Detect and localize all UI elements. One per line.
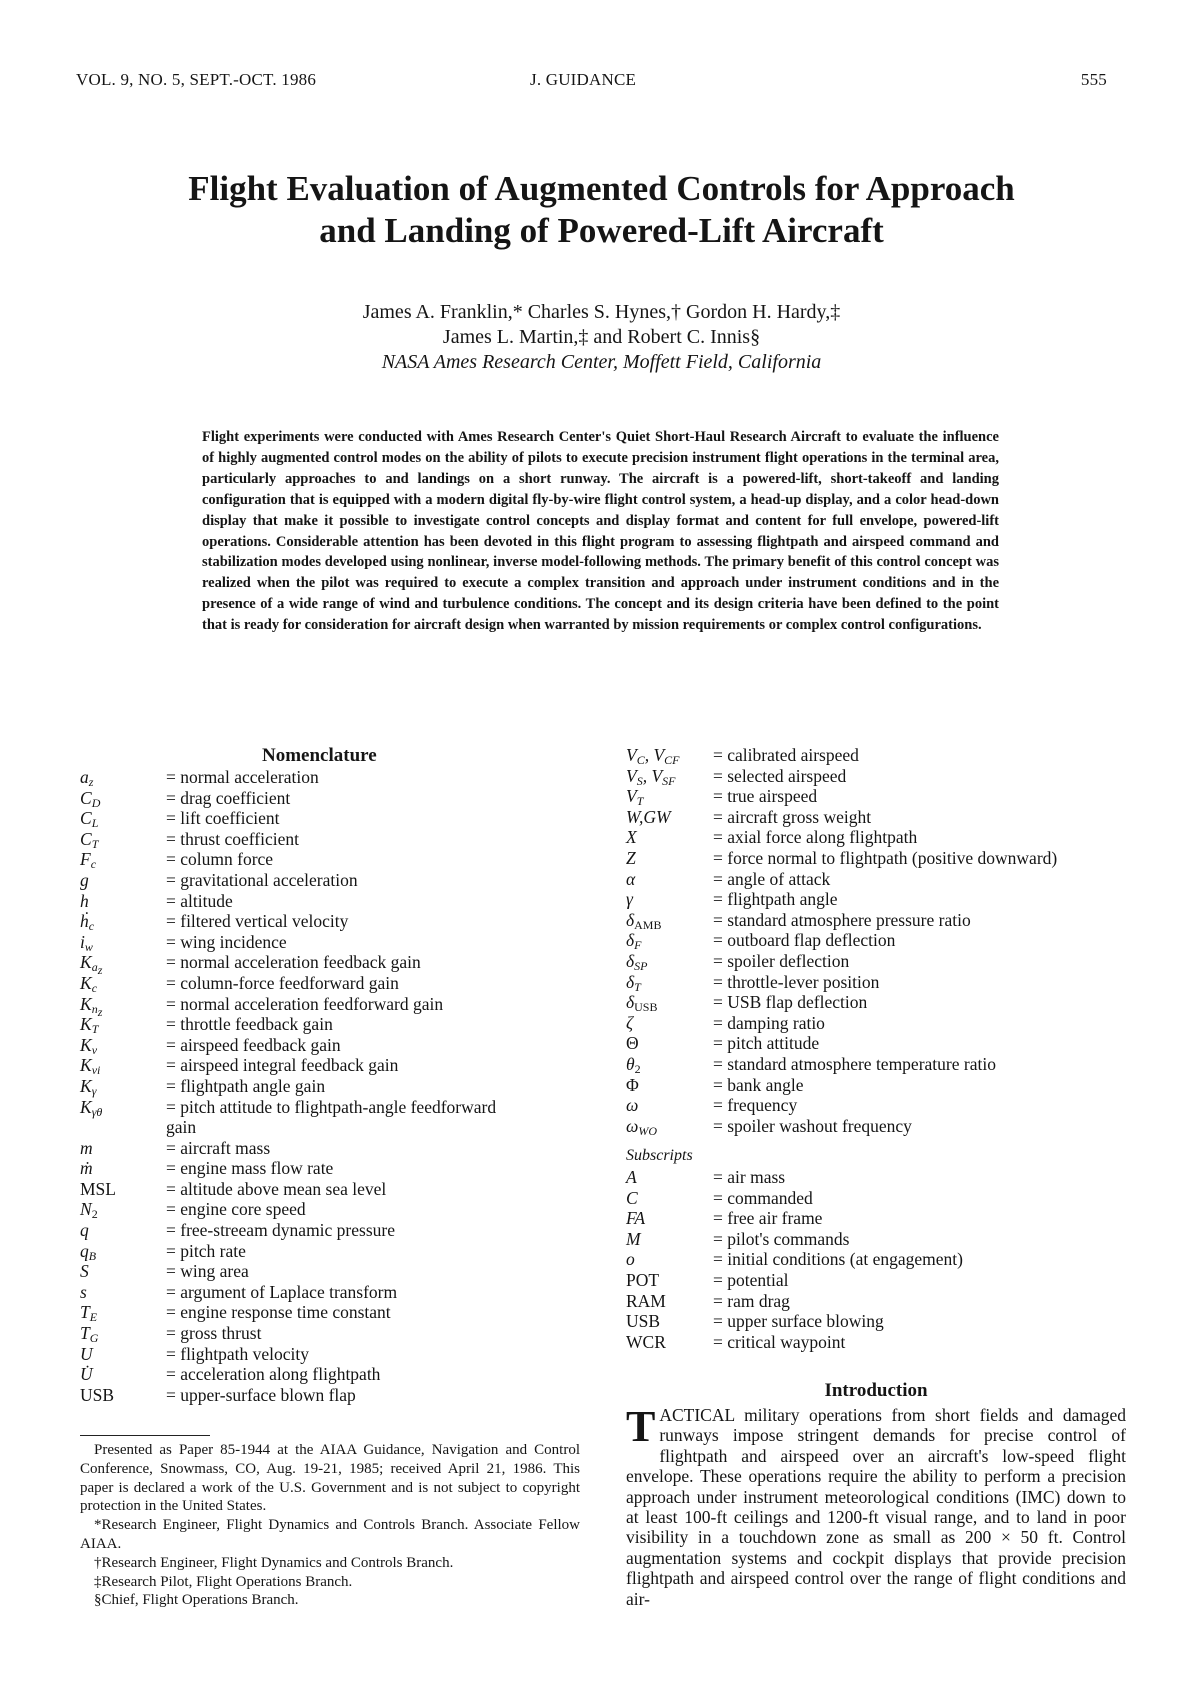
definition: = aircraft mass	[166, 1137, 271, 1158]
nomenclature-row	[80, 829, 580, 850]
nomenclature-row	[626, 1208, 1126, 1229]
definition: = throttle feedback gain	[166, 1014, 333, 1035]
definition: = angle of attack	[713, 868, 831, 889]
running-head-journal: J. GUIDANCE	[530, 70, 637, 89]
nomenclature-list-right	[626, 745, 1126, 1136]
nomenclature-row	[626, 930, 1126, 951]
nomenclature-row	[626, 910, 1126, 931]
drop-cap: T	[626, 1402, 656, 1451]
definition: = acceleration along flightpath	[166, 1364, 381, 1385]
symbol: $K_{\gamma\theta}$	[80, 1096, 103, 1119]
subscripts-heading: Subscripts	[626, 1147, 693, 1164]
definition: = outboard flap deflection	[713, 930, 896, 951]
nomenclature-row	[626, 1249, 1126, 1270]
definition: = aircraft gross weight	[713, 806, 872, 827]
symbol: S	[80, 1261, 89, 1282]
definition: = pilot's commands	[713, 1228, 850, 1249]
symbol: s	[80, 1281, 87, 1302]
definition: = force normal to flightpath (positive downward)	[713, 847, 1058, 868]
nomenclature-row	[80, 891, 580, 912]
nomenclature-row	[80, 952, 580, 978]
symbol: A	[626, 1167, 637, 1187]
symbol: α	[626, 868, 636, 889]
symbol: W,GW	[626, 806, 671, 827]
symbol: $K_{n_z}$	[80, 993, 103, 1019]
nomenclature-heading: Nomenclature	[262, 745, 377, 766]
nomenclature-row	[626, 1013, 1126, 1034]
definition: = airspeed feedback gain	[166, 1034, 341, 1055]
symbol: ḣ$_c$	[80, 911, 95, 934]
definition: = bank angle	[713, 1074, 804, 1095]
nomenclature-list-left	[80, 767, 580, 1405]
nomenclature-row	[80, 1261, 580, 1282]
symbol: $V_S$, $V_{SF}$	[626, 765, 676, 788]
definition: = commanded	[713, 1187, 813, 1208]
symbol: MSL	[80, 1178, 116, 1199]
definition: = argument of Laplace transform	[166, 1281, 398, 1302]
title-line-2: and Landing of Powered-Lift Aircraft	[319, 211, 884, 250]
footnote-author-2: †Research Engineer, Flight Dynamics and Controls Branch.	[94, 1554, 454, 1571]
nomenclature-row	[80, 788, 580, 809]
nomenclature-row	[626, 1229, 1126, 1250]
nomenclature-row	[80, 1014, 580, 1035]
definition: = altitude	[166, 890, 233, 911]
symbol: $K_{a_z}$	[80, 952, 103, 978]
nomenclature-row	[80, 1241, 580, 1262]
definition: = wing incidence	[166, 931, 287, 952]
definition: = gravitational acceleration	[166, 869, 358, 890]
nomenclature-row	[626, 972, 1126, 993]
symbol: $i_w$	[80, 931, 93, 954]
nomenclature-row	[80, 911, 580, 932]
definition: = spoiler washout frequency	[713, 1115, 912, 1136]
symbol: ζ	[626, 1012, 634, 1033]
paper-title	[0, 168, 1203, 252]
definition: = calibrated airspeed	[713, 745, 859, 765]
symbol: ṁ	[80, 1158, 93, 1179]
definition: = true airspeed	[713, 786, 818, 807]
definition: = upper surface blowing	[713, 1311, 884, 1332]
nomenclature-row	[80, 808, 580, 829]
symbol: Z	[626, 847, 636, 868]
nomenclature-row	[626, 992, 1126, 1013]
symbol: $\delta_{SP}$	[626, 950, 648, 973]
symbol: USB	[80, 1384, 115, 1405]
definition: = column-force feedforward gain	[166, 972, 399, 993]
nomenclature-row	[80, 1199, 580, 1220]
nomenclature-row	[80, 849, 580, 870]
definition: = thrust coefficient	[166, 828, 299, 849]
footnote-rule	[80, 1435, 210, 1436]
symbol: o	[626, 1249, 635, 1270]
symbol: C	[626, 1187, 638, 1208]
symbol: $T_G$	[80, 1323, 99, 1346]
nomenclature-row	[626, 1332, 1126, 1353]
symbol: q	[80, 1220, 89, 1241]
symbol: $C_D$	[80, 787, 101, 810]
definition: = drag coefficient	[166, 787, 291, 808]
definition: = selected airspeed	[713, 765, 847, 786]
subscripts-list	[626, 1167, 1126, 1352]
nomenclature-row	[80, 932, 580, 953]
definition: = pitch attitude to flightpath-angle feedforward	[166, 1096, 497, 1117]
definition: = free-streeam dynamic pressure	[166, 1220, 395, 1241]
symbol: $K_{vi}$	[80, 1055, 101, 1078]
symbol: Θ	[626, 1033, 639, 1054]
author-line-1: James A. Franklin,* Charles S. Hynes,† Gordon H. Hardy,‡	[362, 301, 841, 323]
nomenclature-row	[80, 1035, 580, 1056]
definition: = spoiler deflection	[713, 950, 850, 971]
definition: = filtered vertical velocity	[166, 911, 349, 932]
nomenclature-row	[626, 1095, 1126, 1116]
affiliation: NASA Ames Research Center, Moffett Field, California	[381, 351, 822, 373]
nomenclature-row	[80, 1138, 580, 1159]
nomenclature-row	[626, 869, 1126, 890]
nomenclature-row	[626, 827, 1126, 848]
nomenclature-row	[80, 1385, 580, 1406]
nomenclature-row	[626, 848, 1126, 869]
title-line-1: Flight Evaluation of Augmented Controls for Approach	[188, 169, 1015, 208]
footnote-author-3: ‡Research Pilot, Flight Operations Branch.	[94, 1573, 353, 1590]
nomenclature-row	[626, 745, 1126, 766]
nomenclature-row	[626, 1291, 1126, 1312]
footnote-author-1: *Research Engineer, Flight Dynamics and Controls Branch. Associate Fellow AIAA.	[80, 1517, 580, 1552]
definition: = engine core speed	[166, 1199, 306, 1220]
symbol: U̇	[80, 1364, 93, 1385]
nomenclature-row	[80, 767, 580, 788]
symbol: $T_E$	[80, 1302, 98, 1325]
definition: = pitch rate	[166, 1240, 246, 1261]
footnote-presented: Presented as Paper 85-1944 at the AIAA Guidance, Navigation and Control Conference, Snowmass, CO, Aug. 19-21, 1985; received April 21, 1986. This paper is declared a work of the U.S. Government and is not subject to copyright protection in the United States.	[80, 1442, 580, 1515]
nomenclature-row	[626, 766, 1126, 787]
symbol: $V_T$	[626, 786, 644, 809]
footnote-author-4: §Chief, Flight Operations Branch.	[94, 1592, 299, 1609]
introduction-heading: Introduction	[824, 1380, 928, 1401]
definition: = column force	[166, 849, 274, 870]
symbol: $\delta_F$	[626, 930, 642, 953]
nomenclature-row	[626, 1054, 1126, 1075]
symbol: WCR	[626, 1331, 666, 1352]
definition: = pitch attitude	[713, 1033, 820, 1054]
symbol: γ	[626, 889, 633, 910]
definition: = normal acceleration feedback gain	[166, 952, 421, 973]
symbol: $F_c$	[80, 849, 97, 872]
nomenclature-row	[80, 1076, 580, 1097]
definition: = USB flap deflection	[713, 992, 868, 1013]
introduction-text: ACTICAL military operations from short fields and damaged runways impose stringent demands for precise control of flightpath and airspeed over an aircraft's low-speed flight envelope. These operations require the ability to perform a precision approach under instrument meteorological conditions (IMC) down to at least 100-ft ceilings and 1200-ft visual range, and to land in poor visibility in a touchdown zone as small as 200 × 50 ft. Control augmentation systems and cockpit displays that provide precision flightpath and airspeed control over the range of flight conditions and air-	[626, 1405, 1126, 1609]
symbol: $C_L$	[80, 808, 99, 831]
symbol: RAM	[626, 1290, 666, 1311]
nomenclature-row	[80, 993, 580, 1019]
nomenclature-row	[626, 1270, 1126, 1291]
definition-continuation: gain	[166, 1117, 197, 1138]
definition: = air mass	[713, 1167, 786, 1187]
definition: = axial force along flightpath	[713, 827, 918, 848]
definition: = altitude above mean sea level	[166, 1178, 387, 1199]
nomenclature-row	[80, 1097, 580, 1118]
nomenclature-row	[80, 1344, 580, 1365]
nomenclature-row	[80, 1220, 580, 1241]
footnotes	[80, 1441, 580, 1610]
nomenclature-row	[80, 973, 580, 994]
symbol: FA	[626, 1208, 646, 1229]
nomenclature-row	[626, 1167, 1126, 1188]
symbol: M	[626, 1228, 641, 1249]
symbol: USB	[626, 1311, 661, 1332]
nomenclature-row	[80, 1364, 580, 1385]
symbol: $K_\gamma$	[80, 1075, 97, 1098]
definition: = lift coefficient	[166, 808, 280, 829]
nomenclature-row	[626, 951, 1126, 972]
symbol: $\omega_{WO}$	[626, 1115, 658, 1138]
definition: = flightpath angle gain	[166, 1075, 326, 1096]
symbol: $C_T$	[80, 828, 99, 851]
nomenclature-row	[626, 807, 1126, 828]
symbol: h	[80, 890, 89, 911]
definition: = gross thrust	[166, 1323, 262, 1344]
definition: = flightpath velocity	[166, 1343, 310, 1364]
symbol: $q_B$	[80, 1240, 97, 1263]
symbol: m	[80, 1137, 93, 1158]
nomenclature-row	[80, 1179, 580, 1200]
definition: = normal acceleration	[166, 767, 319, 787]
symbol: X	[626, 827, 637, 848]
definition: = engine response time constant	[166, 1302, 391, 1323]
definition: = standard atmosphere pressure ratio	[713, 909, 971, 930]
symbol: Φ	[626, 1074, 639, 1095]
symbol: $\delta_T$	[626, 971, 641, 994]
definition: = damping ratio	[713, 1012, 825, 1033]
nomenclature-row	[80, 1158, 580, 1179]
nomenclature-row	[80, 870, 580, 891]
nomenclature-row	[626, 1116, 1126, 1137]
author-line-2: James L. Martin,‡ and Robert C. Innis§	[442, 326, 761, 348]
definition: = flightpath angle	[713, 889, 838, 910]
definition: = free air frame	[713, 1208, 823, 1229]
symbol: ω	[626, 1095, 639, 1116]
definition: = standard atmosphere temperature ratio	[713, 1053, 996, 1074]
nomenclature-row	[626, 1075, 1126, 1096]
symbol: g	[80, 869, 89, 890]
definition: = ram drag	[713, 1290, 790, 1311]
definition: = airspeed integral feedback gain	[166, 1055, 399, 1076]
symbol: $K_v$	[80, 1034, 98, 1057]
definition: = frequency	[713, 1095, 798, 1116]
symbol: $a_z$	[80, 767, 94, 789]
definition: = wing area	[166, 1261, 249, 1282]
symbol: $\theta_2$	[626, 1053, 641, 1076]
definition: = initial conditions (at engagement)	[713, 1249, 963, 1270]
symbol: $\delta_{AMB}$	[626, 909, 662, 932]
nomenclature-row	[80, 1055, 580, 1076]
symbol: POT	[626, 1269, 660, 1290]
symbol: $\delta_{USB}$	[626, 992, 658, 1015]
running-head-volume: VOL. 9, NO. 5, SEPT.-OCT. 1986	[76, 70, 317, 89]
definition: = normal acceleration feedforward gain	[166, 993, 444, 1014]
definition: = critical waypoint	[713, 1331, 846, 1352]
nomenclature-row	[626, 1311, 1126, 1332]
nomenclature-row	[626, 786, 1126, 807]
nomenclature-row	[626, 1188, 1126, 1209]
definition: = throttle-lever position	[713, 971, 880, 992]
definition: = potential	[713, 1269, 789, 1290]
symbol: $K_c$	[80, 972, 98, 995]
introduction-body	[626, 1402, 1126, 1609]
symbol: $V_C$, $V_{CF}$	[626, 745, 680, 767]
page-number: 555	[1080, 70, 1107, 89]
nomenclature-row	[626, 1033, 1126, 1054]
nomenclature-row	[626, 889, 1126, 910]
definition: = engine mass flow rate	[166, 1158, 334, 1179]
symbol: U	[80, 1343, 93, 1364]
symbol: $N_2$	[80, 1199, 98, 1222]
definition: = upper-surface blown flap	[166, 1384, 356, 1405]
nomenclature-row	[80, 1282, 580, 1303]
nomenclature-row	[80, 1302, 580, 1323]
abstract: Flight experiments were conducted with Ames Research Center's Quiet Short-Haul Research Aircraft to evaluate the influence of highly augmented control modes on the ability of pilots to execute precision instrument flight operations in the terminal area, particularly approaches to and landings on a short runway. The aircraft is a powered-lift, short-takeoff and landing configuration that is equipped with a modern digital fly-by-wire flight control system, a head-up display, and a color head-down display that make it possible to investigate control concepts and display format and content for full envelope, powered-lift operations. Considerable attention has been devoted in this flight program to assessing flightpath and airspeed command and stabilization modes developed using nonlinear, inverse model-following methods. The primary benefit of this control concept was realized when the pilot was required to execute a complex transition and approach under instrument conditions and in the presence of a wide range of wind and turbulence conditions. The concept and its design criteria have been defined to the point that is ready for consideration for aircraft design when warranted by mission requirements or complex control configurations.	[202, 429, 999, 634]
symbol: $K_T$	[80, 1014, 99, 1037]
nomenclature-row	[80, 1323, 580, 1344]
author-block	[0, 300, 1203, 375]
